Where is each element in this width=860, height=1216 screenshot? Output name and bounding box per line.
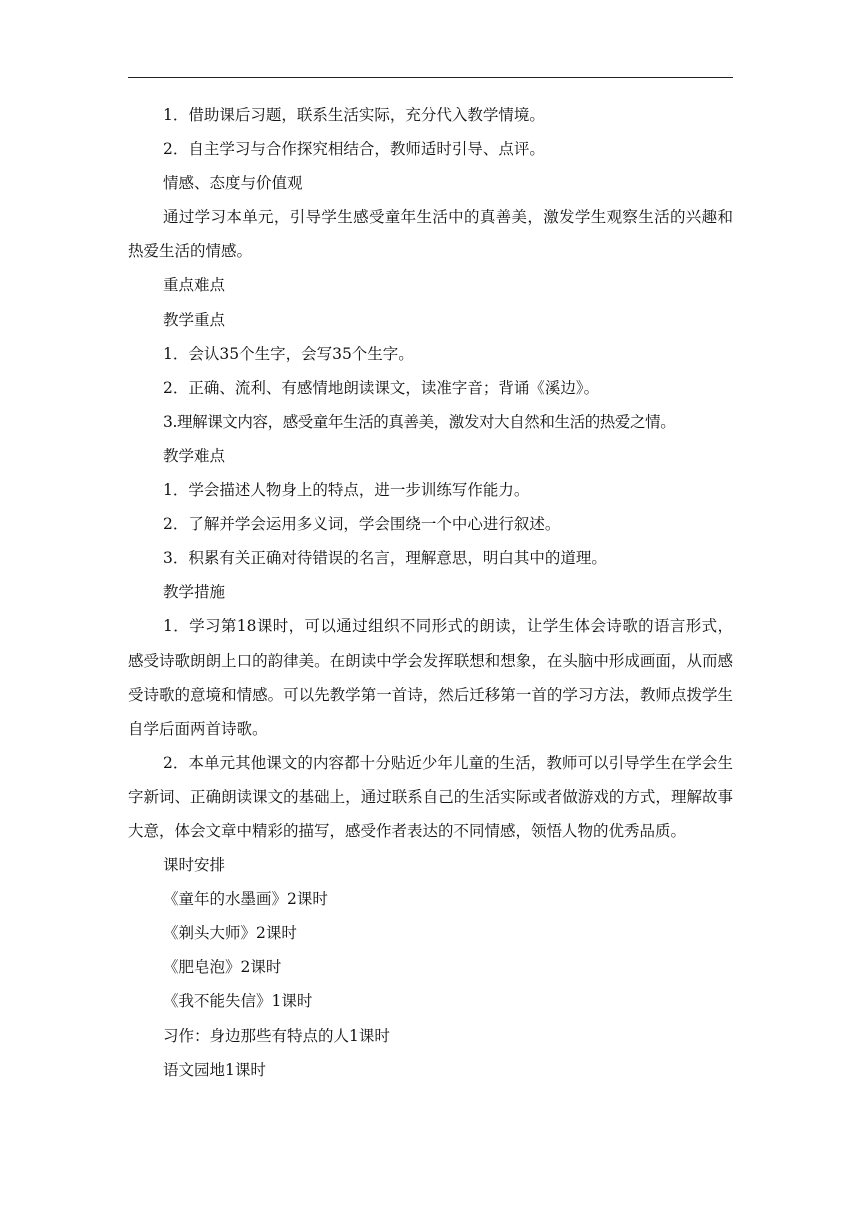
paragraph: 3.理解课文内容，感受童年生活的真善美，激发对大自然和生活的热爱之情。 [163, 412, 676, 431]
section-heading: 课时安排 [163, 856, 226, 875]
schedule-item: 语文园地1课时 [163, 1060, 266, 1079]
paragraph: 1．学习第18课时，可以通过组织不同形式的朗读，让学生体会诗歌的语言形式，感受诗歌朗朗上口的韵律美。在朗读中学会发挥联想和想象，在头脑中形成画面，从而感受诗歌的意境和情感。可以先教学第一首诗，然后迁移第一首的学习方法，教师点拨学生自学后面两首诗歌。 [128, 617, 733, 738]
paragraph: 2．正确、流利、有感情地朗读课文，读准字音；背诵《溪边》。 [163, 378, 600, 397]
schedule-item: 习作：身边那些有特点的人1课时 [163, 1026, 390, 1045]
header-rule [128, 77, 733, 78]
paragraph: 1．会认35个生字，会写35个生字。 [163, 344, 414, 363]
schedule-item: 《剃头大师》2课时 [163, 924, 297, 943]
paragraph: 2．了解并学会运用多义词，学会围绕一个中心进行叙述。 [163, 515, 561, 534]
schedule-item: 《我不能失信》1课时 [163, 992, 313, 1011]
schedule-item: 《肥皂泡》2课时 [163, 958, 282, 977]
section-heading: 情感、态度与价值观 [163, 174, 303, 193]
paragraph: 1．学会描述人物身上的特点，进一步训练写作能力。 [163, 481, 530, 500]
paragraph: 3．积累有关正确对待错误的名言，理解意思，明白其中的道理。 [163, 549, 607, 568]
section-heading: 教学措施 [163, 583, 226, 602]
document-body [128, 98, 733, 1087]
schedule-item: 《童年的水墨画》2课时 [163, 890, 328, 909]
subsection-heading: 教学难点 [163, 446, 226, 465]
section-heading: 重点难点 [163, 276, 226, 295]
paragraph: 1．借助课后习题，联系生活实际，充分代入教学情境。 [163, 106, 545, 124]
subsection-heading: 教学重点 [163, 310, 226, 329]
paragraph: 2．自主学习与合作探究相结合，教师适时引导、点评。 [163, 140, 545, 159]
paragraph: 通过学习本单元，引导学生感受童年生活中的真善美，激发学生观察生活的兴趣和热爱生活的情感。 [128, 208, 733, 261]
paragraph: 2．本单元其他课文的内容都十分贴近少年儿童的生活，教师可以引导学生在学会生字新词、正确朗读课文的基础上，通过联系自己的生活实际或者做游戏的方式，理解故事大意，体会文章中精彩的描写，感受作者表达的不同情感，领悟人物的优秀品质。 [128, 753, 733, 840]
